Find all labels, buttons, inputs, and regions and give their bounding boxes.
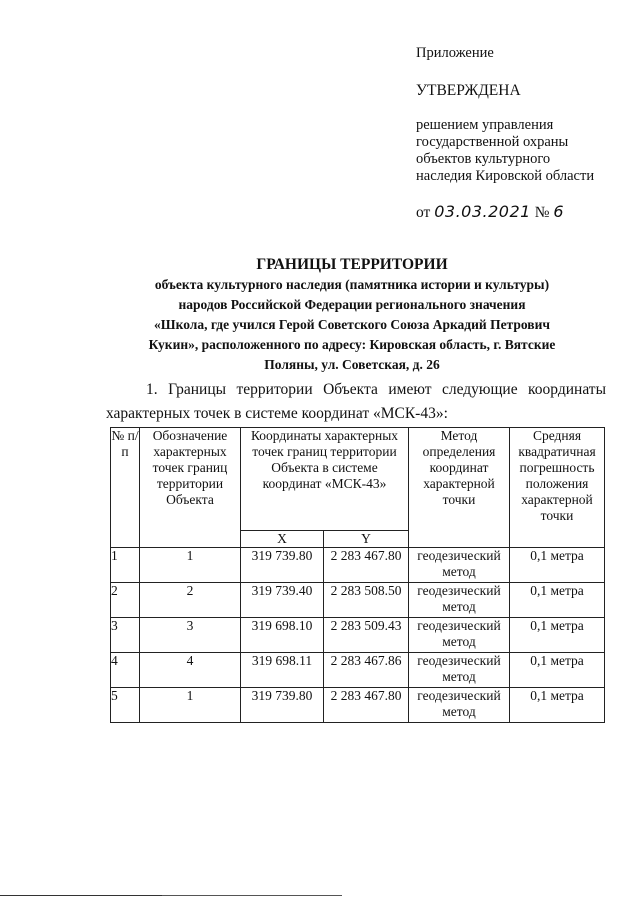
table-header-row (111, 428, 605, 531)
approved-label: УТВЕРЖДЕНА (416, 82, 521, 99)
cell-num: 1 (111, 548, 140, 583)
cell-y: 2 283 467.86 (324, 653, 409, 688)
document-title (96, 255, 608, 375)
header-designation: Обозначение характерных точек границ территории Объекта (140, 428, 241, 548)
header-coords: Координаты характерных точек границ территории Объекта в системе координат «МСК-43» (241, 428, 409, 531)
header-x: X (241, 531, 324, 548)
cell-y: 2 283 467.80 (324, 548, 409, 583)
cell-error: 0,1 метра (510, 548, 605, 583)
title-line: Поляны, ул. Советская, д. 26 (264, 357, 440, 372)
cell-x: 319 739.80 (241, 548, 324, 583)
cell-x: 319 739.40 (241, 583, 324, 618)
cell-error: 0,1 метра (510, 618, 605, 653)
title-line: «Школа, где учился Герой Советского Союза Аркадий Петрович (154, 317, 550, 332)
footer-divider (0, 895, 162, 896)
handwritten-date: 03.03.2021 (434, 202, 531, 221)
cell-x: 319 739.80 (241, 688, 324, 723)
coordinates-table (110, 427, 605, 723)
cell-method: геодезический метод (409, 688, 510, 723)
table-row (111, 618, 605, 653)
cell-method: геодезический метод (409, 653, 510, 688)
cell-method: геодезический метод (409, 583, 510, 618)
footer-divider (162, 895, 342, 896)
handwritten-number: 6 (553, 202, 565, 221)
cell-point: 4 (140, 653, 241, 688)
paragraph-line: характерных точек в системе координат «МСК-43»: (106, 405, 448, 422)
cell-num: 4 (111, 653, 140, 688)
paragraph-1 (106, 378, 606, 426)
cell-point: 3 (140, 618, 241, 653)
title-main: ГРАНИЦЫ ТЕРРИТОРИИ (256, 256, 448, 273)
title-line: народов Российской Федерации регионального значения (178, 297, 526, 312)
title-line: Кукин», расположенного по адресу: Кировская область, г. Вятские (148, 337, 556, 352)
cell-y: 2 283 509.43 (324, 618, 409, 653)
cell-method: геодезический метод (409, 618, 510, 653)
cell-point: 2 (140, 583, 241, 618)
cell-method: геодезический метод (409, 548, 510, 583)
cell-error: 0,1 метра (510, 688, 605, 723)
annex-label: Приложение (416, 45, 494, 61)
header-num: № п/п (111, 428, 140, 548)
cell-y: 2 283 467.80 (324, 688, 409, 723)
authority-line: решением управления (416, 117, 554, 133)
approval-block (416, 45, 626, 221)
cell-error: 0,1 метра (510, 583, 605, 618)
header-method: Метод определения координат характерной точки (409, 428, 510, 548)
number-prefix: № (534, 204, 550, 221)
cell-point: 1 (140, 688, 241, 723)
cell-x: 319 698.10 (241, 618, 324, 653)
table-row (111, 688, 605, 723)
authority-line: государственной охраны (416, 134, 569, 150)
table-row (111, 653, 605, 688)
title-line: объекта культурного наследия (памятника истории и культуры) (154, 277, 550, 292)
cell-point: 1 (140, 548, 241, 583)
cell-num: 5 (111, 688, 140, 723)
date-line (416, 203, 626, 221)
cell-num: 2 (111, 583, 140, 618)
cell-error: 0,1 метра (510, 653, 605, 688)
header-error: Средняя квадратичная погрешность положения характерной точки (510, 428, 605, 548)
date-prefix: от (416, 204, 431, 221)
table-row (111, 583, 605, 618)
authority-line: объектов культурного (416, 151, 551, 167)
cell-num: 3 (111, 618, 140, 653)
cell-x: 319 698.11 (241, 653, 324, 688)
approval-authority (416, 117, 626, 185)
paragraph-line: 1. Границы территории Объекта имеют следующие координаты (146, 381, 606, 398)
header-y: Y (324, 531, 409, 548)
table-row (111, 548, 605, 583)
authority-line: наследия Кировской области (416, 168, 595, 184)
cell-y: 2 283 508.50 (324, 583, 409, 618)
